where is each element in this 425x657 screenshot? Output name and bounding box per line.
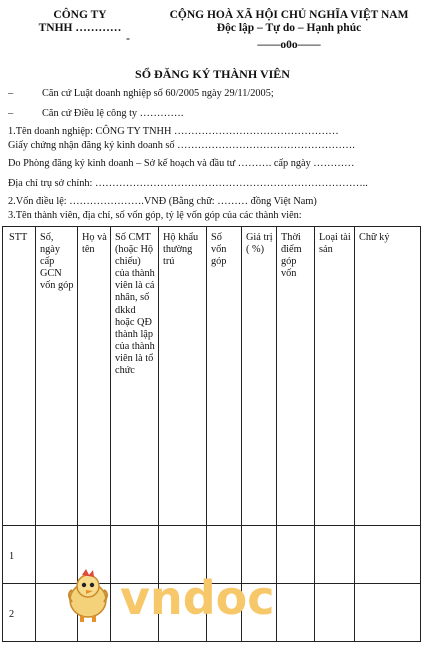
field-issued-by: Do Phòng đăng ký kinh doanh – Sở kế hoạch và đầu tư ………. cấp ngày ………… [8,158,355,169]
basis-dash-2: – [8,108,14,119]
col-signature: Chữ ký [355,227,421,526]
field-capital: 2.Vốn điều lệ: ………………….VNĐ (Bằng chữ: ……… đồng Việt Nam) [8,196,317,207]
col-capital-amount: Số vốn góp [207,227,242,526]
row-stt: 2 [3,584,36,642]
chick-mascot-icon [69,569,107,622]
national-motto: Độc lập – Tự do – Hạnh phúc [216,22,362,34]
table-cell [355,584,421,642]
company-line-1: CÔNG TY [53,9,107,21]
col-full-name: Họ và tên [78,227,111,526]
country-header [162,9,416,52]
basis-law: Căn cứ Luật doanh nghiệp số 60/2005 ngày 29/11/2005; [42,88,274,99]
header-ornament: ——o0o—— [257,39,321,51]
col-certificate: Số, ngày cấp GCN vốn góp [36,227,78,526]
col-stt: STT [3,227,36,526]
company-header [30,9,130,43]
col-value-percent: Giá trị ( %) [242,227,277,526]
col-id-number: Số CMT (hoặc Hộ chiếu) của thành viên là cá nhân, số dkkd hoặc QĐ thành lập của thành viên là tổ chức [111,227,159,526]
table-header-row [3,227,421,526]
col-asset-type: Loại tài sản [315,227,355,526]
field-address: Địa chỉ trụ sở chính: …………………………………………………………………….. [8,178,368,189]
watermark-text: vndoc [120,571,275,624]
col-residence: Hộ khẩu thường trú [159,227,207,526]
row-stt: 1 [3,526,36,584]
basis-dash-1: – [8,88,14,99]
field-certificate: Giấy chứng nhận đăng ký kinh doanh số ……………………………………………. [8,140,355,151]
country-name: CỘNG HOÀ XÃ HỘI CHỦ NGHĨA VIỆT NAM [169,9,409,21]
col-contribution-time: Thời điểm góp vốn [277,227,315,526]
table-cell [315,526,355,584]
company-line-2: TNHH ………… [38,22,122,34]
page-title: SỔ ĐĂNG KÝ THÀNH VIÊN [135,67,290,81]
basis-charter: Căn cứ Điều lệ công ty …………. [42,108,184,119]
field-company-name: 1.Tên doanh nghiệp: CÔNG TY TNHH ………………………………………… [8,126,339,137]
table-cell [315,584,355,642]
table-cell [355,526,421,584]
vndoc-watermark [58,564,290,624]
company-line-3: - [126,33,130,45]
field-members-heading: 3.Tên thành viên, địa chỉ, số vốn góp, tỷ lệ vốn góp của các thành viên: [8,210,302,221]
